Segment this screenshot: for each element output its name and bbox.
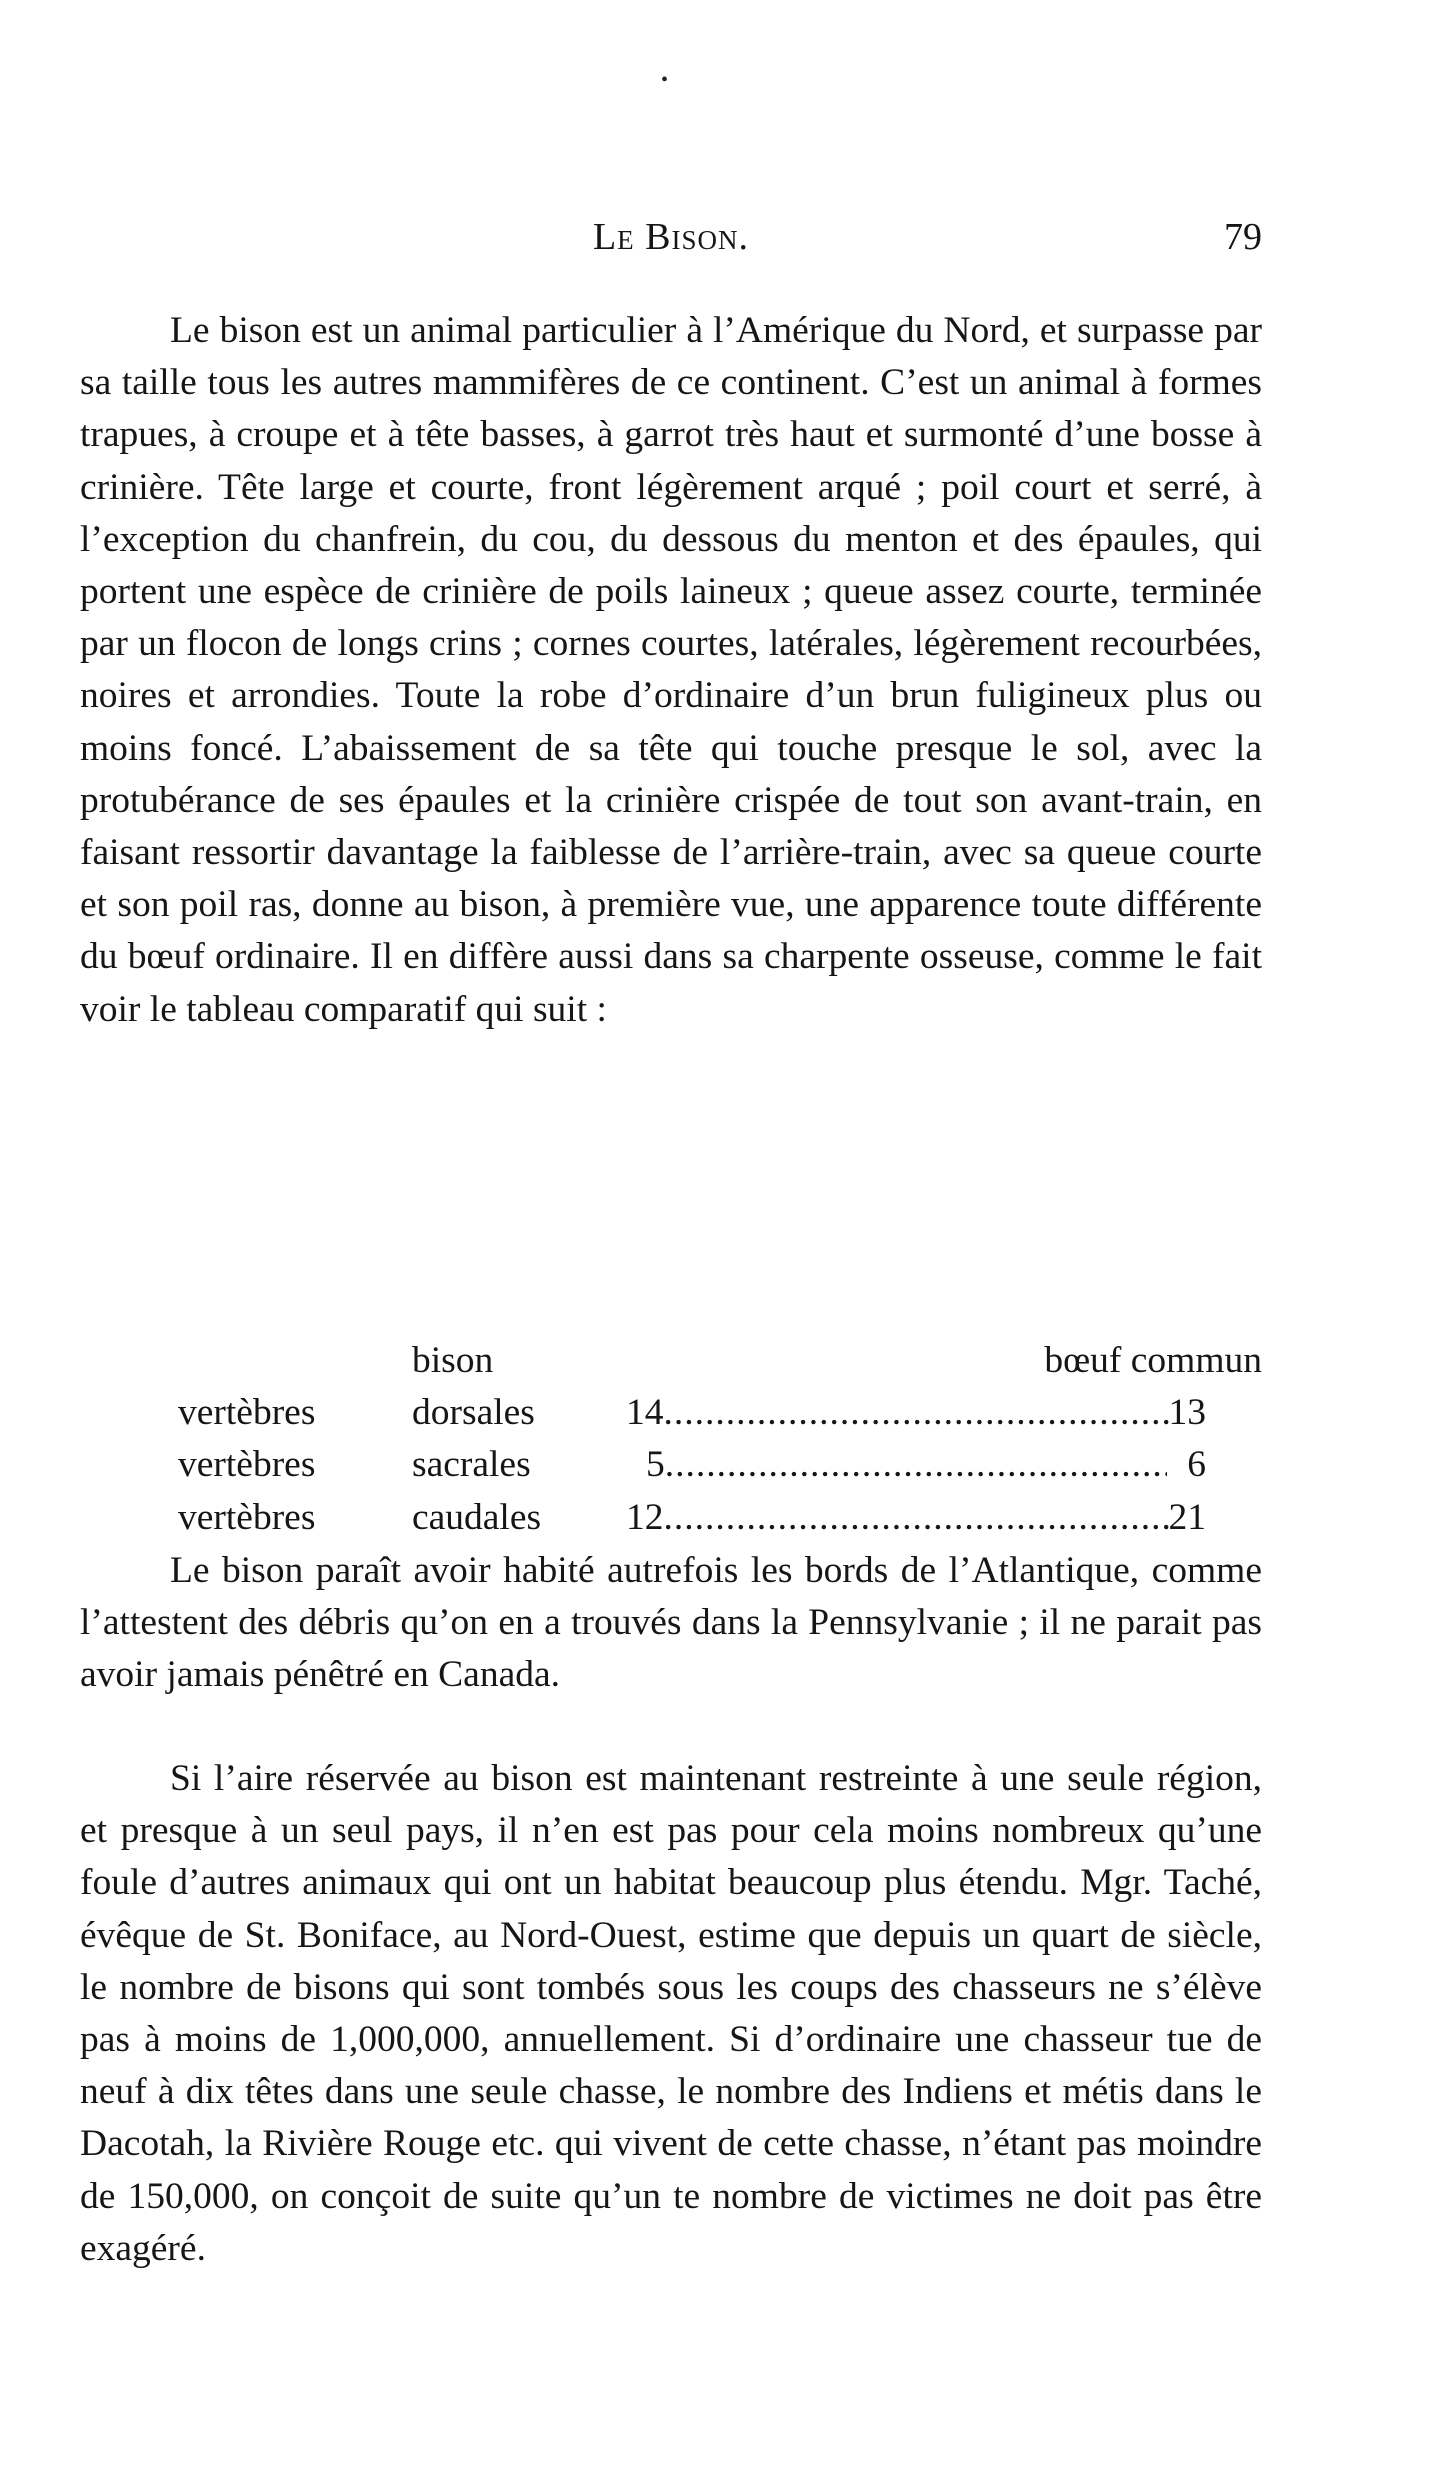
dot-leader — [664, 1492, 1169, 1544]
table-row — [80, 1387, 1262, 1439]
boeuf-count: 6 — [1187, 1444, 1206, 1486]
boeuf-count: 21 — [1168, 1496, 1206, 1538]
column-header-boeuf: bœuf commun — [1044, 1340, 1262, 1381]
ink-speck: • — [661, 69, 669, 91]
boeuf-count: 13 — [1168, 1392, 1206, 1434]
bison-count: 12 — [626, 1496, 664, 1538]
bison-count: 14 — [626, 1392, 664, 1434]
vertebra-kind: caudales — [412, 1496, 542, 1538]
bone-label: vertèbres — [178, 1496, 316, 1538]
vertebra-kind: dorsales — [412, 1392, 535, 1434]
bison-count: 5 — [646, 1444, 665, 1486]
paragraph-atlantic — [80, 1545, 1262, 1702]
paragraph-text: Si l’aire réservée au bison est maintenant restreinte à une seule région, et presque à un seul pays, il n’en est pas pour cela moins nombreux qu’une foule d’autres animaux qui ont un habitat beaucoup plus étendu. Mgr. Taché, évêque de St. Boniface, au Nord-Ouest, estime que depuis un quart de siècle, le nombre de bisons qui sont tombés sous les coups des chasseurs ne s’élève pas à moins de 1,000,000, annuellement. Si d’ordinaire une chasseur tue de neuf à dix têtes dans une seule chasse, le nombre des Indiens et métis dans le Dacotah, la Rivière Rouge etc. qui vivent de cette chasse, n’étant pas moindre de 150,000, on conçoit de suite qu’un te nombre de victimes ne doit pas être exagéré. — [80, 1758, 1262, 2269]
paragraph-text: Le bison paraît avoir habité autrefois les bords de l’Atlantique, comme l’attestent des débris qu’on en a trouvés dans la Pennsylvanie ; il ne parait pas avoir jamais pénêtré en Canada. — [80, 1550, 1262, 1696]
table-row — [80, 1439, 1262, 1491]
table-row — [80, 1492, 1262, 1544]
bone-label: vertèbres — [178, 1444, 316, 1486]
paragraph-hunting — [80, 1753, 1262, 2275]
dot-leader — [665, 1439, 1168, 1491]
column-header-bison: bison — [412, 1340, 494, 1381]
count-leader — [626, 1439, 1206, 1491]
running-head: Le Bison. — [592, 216, 750, 258]
count-leader — [626, 1387, 1206, 1439]
table-header-row — [80, 1335, 1262, 1387]
vertebrae-comparison-table — [80, 1335, 1262, 1544]
count-leader — [626, 1492, 1206, 1544]
paragraph-description — [80, 305, 1262, 1036]
vertebra-kind: sacrales — [412, 1444, 531, 1486]
dot-leader — [664, 1387, 1169, 1439]
page-header — [80, 212, 1262, 262]
bone-label: vertèbres — [178, 1392, 316, 1434]
page-number: 79 — [1224, 216, 1262, 258]
paragraph-text: Le bison est un animal particulier à l’Amérique du Nord, et surpasse par sa taille tous les autres mammifères de ce continent. C’est un animal à formes trapues, à croupe et à tête basses, à garrot très haut et surmonté d’une bosse à crinière. Tête large et courte, front légèrement arqué ; poil court et serré, à l’exception du chanfrein, du cou, du dessous du menton et des épaules, qui portent une espèce de crinière de poils laineux ; queue assez courte, terminée par un flocon de longs crins ; cornes courtes, latérales, légèrement recourbées, noires et arrondies. Toute la robe d’ordinaire d’un brun fuligineux plus ou moins foncé. L’abaissement de sa tête qui touche presque le sol, avec la protubérance de ses épaules et la crinière crispée de tout son avant-train, en faisant ressortir davantage la faiblesse de l’arrière-train, avec sa queue courte et son poil ras, donne au bison, à première vue, une apparence toute différente du bœuf ordinaire. Il en diffère aussi dans sa charpente osseuse, comme le fait voir le tableau comparatif qui suit : — [80, 310, 1262, 1030]
